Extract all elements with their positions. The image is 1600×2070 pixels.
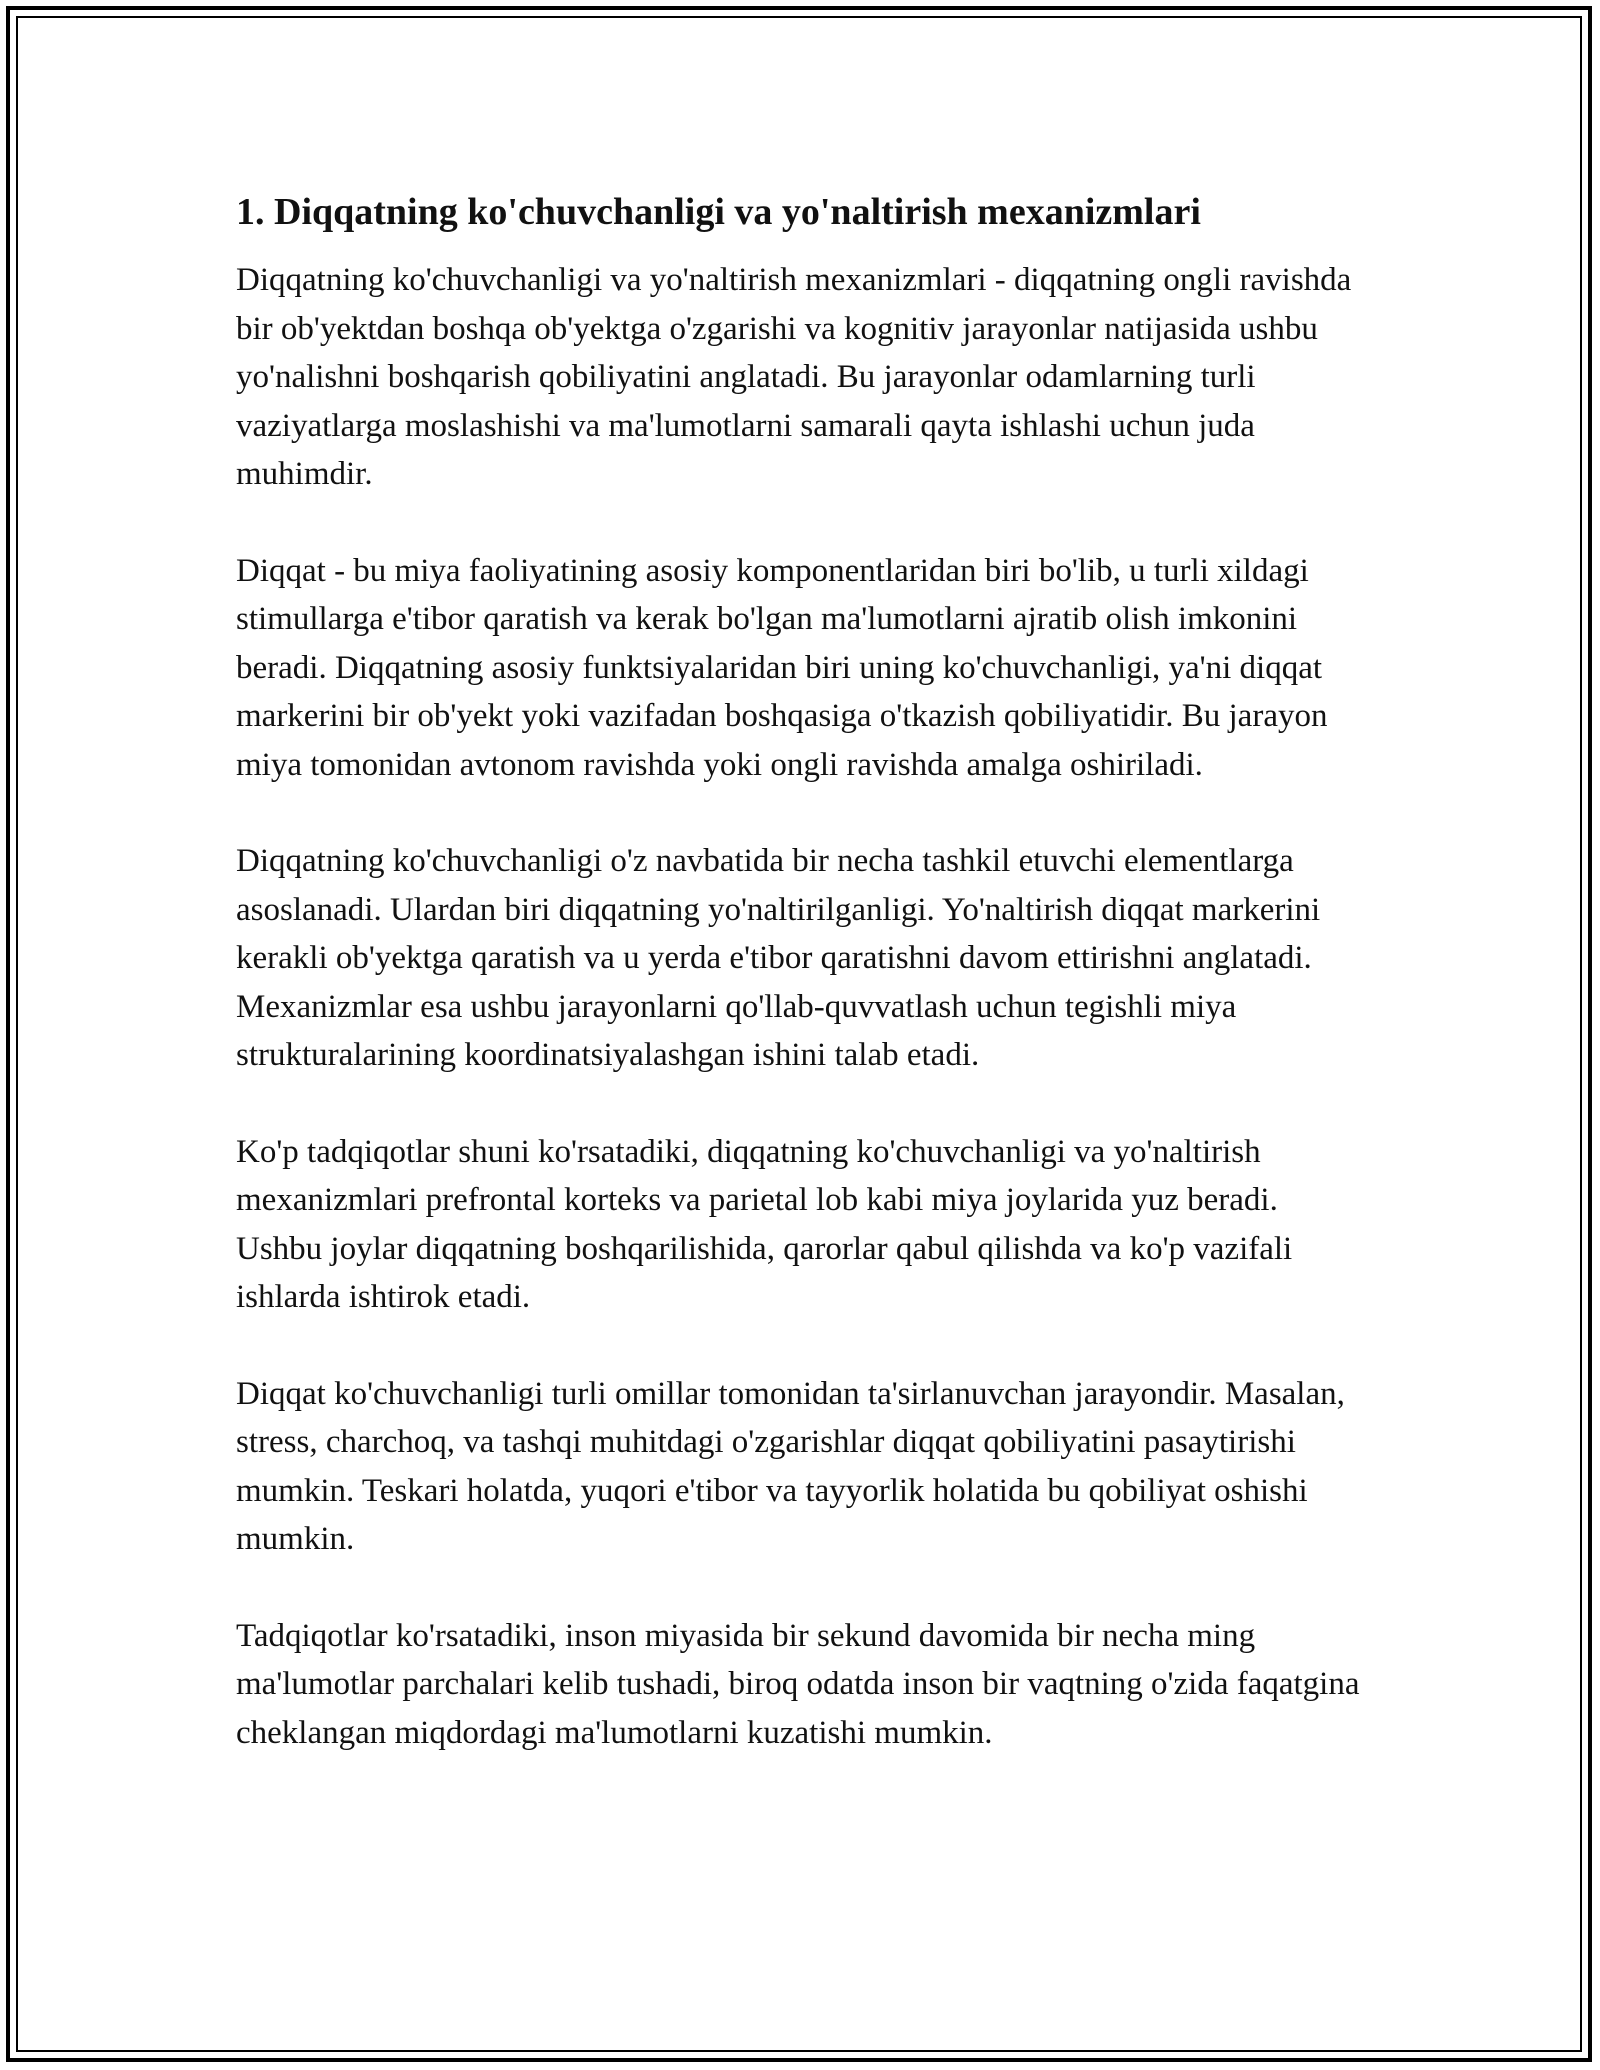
paragraph-3: Diqqatning ko'chuvchanligi o'z navbatida bir necha tashkil etuvchi elementlarga asoslanadi. Ulardan biri diqqatning yo'naltirilganligi. Yo'naltirish diqqat markerini kerakli ob'yektga qaratish va u yerda e'tibor qaratishni davom ettirishni anglatadi. Mexanizmlar esa ushbu jarayonlarni qo'llab-quvvatlash uchun tegishli miya strukturalarining koordinatsiyalashgan ishini talab etadi.	[236, 843, 1321, 1073]
section-heading: 1. Diqqatning ko'chuvchanligi va yo'naltirish mexanizmlari	[236, 191, 1201, 233]
paragraph-2: Diqqat - bu miya faoliyatining asosiy komponentlaridan biri bo'lib, u turli xildagi stimullarga e'tibor qaratish va kerak bo'lgan ma'lumotlarni ajratib olish imkonini beradi. Diqqatning asosiy funktsiyalaridan biri uning ko'chuvchanligi, ya'ni diqqat markerini bir ob'yekt yoki vazifadan boshqasiga o'tkazish qobiliyatidir. Bu jarayon miya tomonidan avtonom ravishda yoki ongli ravishda amalga oshiriladi.	[236, 552, 1328, 783]
paragraph-1: Diqqatning ko'chuvchanligi va yo'naltirish mexanizmlari - diqqatning ongli ravishda bir ob'yektdan boshqa ob'yektga o'zgarishi va kognitiv jarayonlar natijasida ushbu yo'nalishni boshqarish qobiliyatini anglatadi. Bu jarayonlar odamlarning turli vaziyatlarga moslashishi va ma'lumotlarni samarali qayta ishlashi uchun juda muhimdir.	[236, 262, 1352, 492]
paragraph-5: Diqqat ko'chuvchanligi turli omillar tomonidan ta'sirlanuvchan jarayondir. Masalan, stress, charchoq, va tashqi muhitdagi o'zgarishlar diqqat qobiliyatini pasaytirishi mumkin. Teskari holatda, yuqori e'tibor va tayyorlik holatida bu qobiliyat oshishi mumkin.	[236, 1375, 1345, 1557]
document-body	[236, 186, 1366, 1805]
paragraph-6: Tadqiqotlar ko'rsatadiki, inson miyasida bir sekund davomida bir necha ming ma'lumotlar parchalari kelib tushadi, biroq odatda inson bir vaqtning o'zida faqatgina cheklangan miqdordagi ma'lumotlarni kuzatishi mumkin.	[236, 1617, 1360, 1751]
paragraph-4: Ko'p tadqiqotlar shuni ko'rsatadiki, diqqatning ko'chuvchanligi va yo'naltirish mexanizmlari prefrontal korteks va parietal lob kabi miya joylarida yuz beradi. Ushbu joylar diqqatning boshqarilishida, qarorlar qabul qilishda va ko'p vazifali ishlarda ishtirok etadi.	[236, 1133, 1293, 1315]
